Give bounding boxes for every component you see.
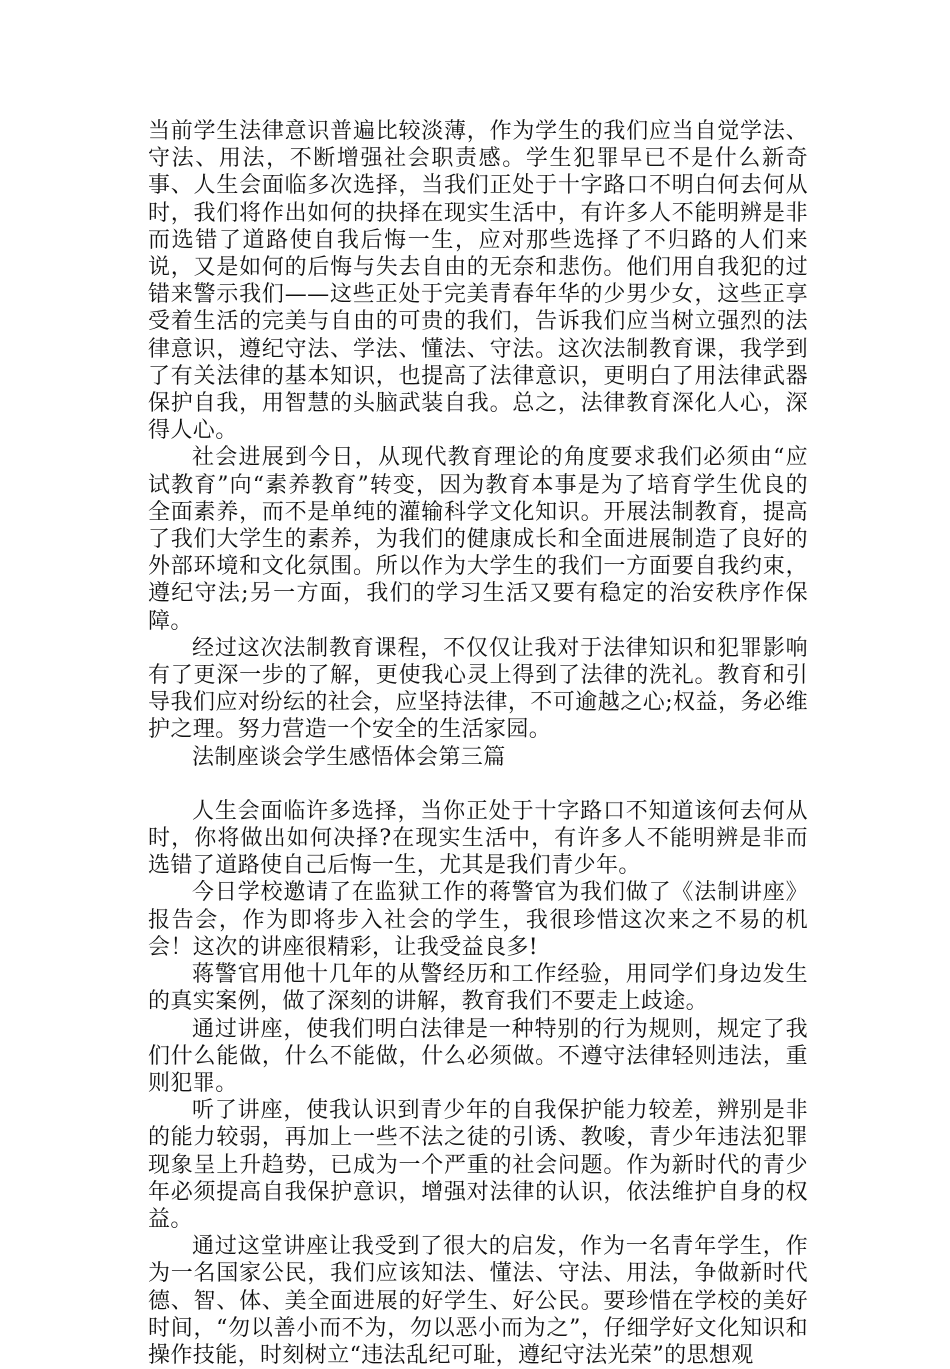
blank-line (148, 771, 808, 798)
paragraph: 蒋警官用他十几年的从警经历和工作经验，用同学们身边发生的真实案例，做了深刻的讲解，教育我们不要走上歧途。 (148, 962, 808, 1015)
paragraph: 听了讲座，使我认识到青少年的自我保护能力较差，辨别是非的能力较弱，再加上一些不法之徒的引诱、教唆，青少年违法犯罪现象呈上升趋势，已成为一个严重的社会问题。作为新时代的青少年必须提高自我保护意识，增强对法律的认识，依法维护自身的权益。 (148, 1098, 808, 1232)
document-page (148, 118, 808, 1369)
paragraph: 通过这堂讲座让我受到了很大的启发，作为一名青年学生，作为一名国家公民，我们应该知法、懂法、守法、用法，争做新时代德、智、体、美全面进展的好学生、好公民。要珍惜在学校的美好时间，“勿以善小而不为，勿以恶小而为之”，仔细学好文化知识和操作技能，时刻树立“违法乱纪可耻，遵纪守法光荣”的思想观 (148, 1234, 808, 1368)
paragraph: 人生会面临许多选择，当你正处于十字路口不知道该何去何从时，你将做出如何决择?在现实生活中，有许多人不能明辨是非而选错了道路使自己后悔一生，尤其是我们青少年。 (148, 798, 808, 879)
paragraph: 今日学校邀请了在监狱工作的蒋警官为我们做了《法制讲座》报告会，作为即将步入社会的学生，我很珍惜这次来之不易的机会！这次的讲座很精彩，让我受益良多! (148, 880, 808, 960)
paragraph: 社会进展到今日，从现代教育理论的角度要求我们必须由“应试教育”向“素养教育”转变，因为教育本事是为了培育学生优良的全面素养，而不是单纯的灌输科学文化知识。开展法制教育，提高了我们大学生的素养，为我们的健康成长和全面进展制造了良好的外部环境和文化氛围。所以作为大学生的我们一方面要自我约束，遵纪守法;另一方面，我们的学习生活又要有稳定的治安秩序作保障。 (148, 445, 808, 634)
paragraph: 经过这次法制教育课程，不仅仅让我对于法律知识和犯罪影响有了更深一步的了解，更使我心灵上得到了法律的洗礼。教育和引导我们应对纷纭的社会，应坚持法律，不可逾越之心;权益，务必维护之理。努力营造一个安全的生活家园。 (148, 635, 808, 743)
paragraph: 当前学生法律意识普遍比较淡薄，作为学生的我们应当自觉学法、守法、用法，不断增强社会职责感。学生犯罪早已不是什么新奇事、人生会面临多次选择，当我们正处于十字路口不明白何去何从时，我们将作出如何的抉择在现实生活中，有许多人不能明辨是非而选错了道路使自我后悔一生，应对那些选择了不归路的人们来说，又是如何的后悔与失去自由的无奈和悲伤。他们用自我犯的过错来警示我们——这些正处于完美青春年华的少男少女，这些正享受着生活的完美与自由的可贵的我们，告诉我们应当树立强烈的法律意识，遵纪守法、学法、懂法、守法。这次法制教育课，我学到了有关法律的基本知识，也提高了法律意识，更明白了用法律武器保护自我，用智慧的头脑武装自我。总之，法律教育深化人心，深得人心。 (148, 119, 808, 444)
section-title: 法制座谈会学生感悟体会第三篇 (192, 744, 506, 770)
paragraph: 通过讲座，使我们明白法律是一种特别的行为规则，规定了我们什么能做，什么不能做，什么必须做。不遵守法律轻则违法，重则犯罪。 (148, 1016, 808, 1096)
